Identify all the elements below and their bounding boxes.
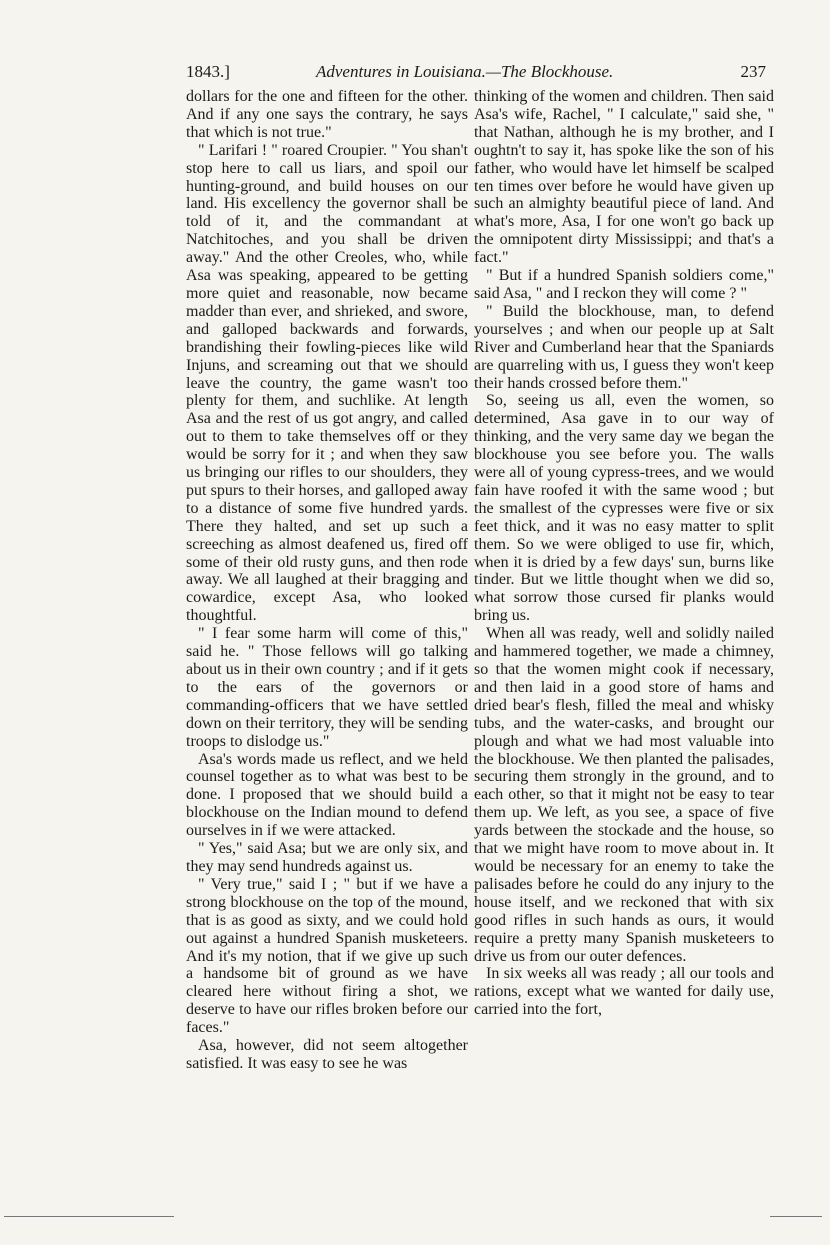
paragraph: " I fear some harm will come of this," said he. " Those fellows will go talking about us in their own country ; and if it gets to the ears of the governors or commanding-officers that we have settled down on their territory, they will be sending troops to dislodge us."	[186, 625, 468, 750]
paragraph: dollars for the one and fifteen for the other. And if any one says the contrary, he says that which is not true."	[186, 88, 468, 141]
right-column	[474, 88, 774, 1019]
paragraph: " But if a hundred Spanish soldiers come," said Asa, " and I reckon they will come ? "	[474, 267, 774, 302]
paragraph: " Yes," said Asa; but we are only six, and they may send hundreds against us.	[186, 840, 468, 875]
footer-rule-right	[770, 1216, 822, 1217]
paragraph: Asa, however, did not seem altogether satisfied. It was easy to see he was	[186, 1037, 468, 1072]
header-year: 1843.]	[186, 62, 230, 81]
paragraph: thinking of the women and children. Then said Asa's wife, Rachel, " I calculate," said she, " that Nathan, although he is my brother, and I oughtn't to say it, has spoke like the son of his father, who would have let himself be scalped ten times over before he would have given up such an almighty beautiful piece of land. And what's more, Asa, I for one won't go back up the omnipotent dirty Mississippi; and that's a fact."	[474, 88, 774, 267]
header-title: Adventures in Louisiana.—The Blockhouse.	[316, 62, 614, 81]
paragraph: " Very true," said I ; " but if we have a strong blockhouse on the top of the mound, that is as good as sixty, and we could hold out against a hundred Spanish musketeers. And it's my notion, that if we give up such a handsome bit of ground as we have cleared here without firing a shot, we deserve to have our rifles broken before our faces."	[186, 875, 468, 1037]
paragraph: " Larifari ! " roared Croupier. " You shan't stop here to call us liars, and spoil our hunting-ground, and build houses on our land. His excellency the governor shall be told of it, and the commandant at Natchitoches, and you shall be driven away." And the other Creoles, who, while Asa was speaking, appeared to be getting more quiet and reasonable, now became madder than ever, and shrieked, and swore, and galloped backwards and forwards, brandishing their fowling-pieces like wild Injuns, and screaming out that we should leave the country, the game wasn't too plenty for them, and suchlike. At length Asa and the rest of us got angry, and called out to them to take themselves off or they would be sorry for it ; and when they saw us bringing our rifles to our shoulders, they put spurs to their horses, and galloped away to a distance of some five hundred yards. There they halted, and set up such a screeching as almost deafened us, fired off some of their old rusty guns, and then rode away. We all laughed at their bragging and cowardice, except Asa, who looked thoughtful.	[186, 141, 468, 625]
paragraph: So, seeing us all, even the women, so determined, Asa gave in to our way of thinking, and the very same day we began the blockhouse you see before you. The walls were all of young cypress-trees, and we would fain have roofed it with the same wood ; but the smallest of the cypresses were five or six feet thick, and it was no easy matter to split them. So we were obliged to use fir, which, when it is dried by a few days' sun, burns like tinder. But we little thought when we did so, what sorrow those cursed fir planks would bring us.	[474, 392, 774, 625]
paragraph: When all was ready, well and solidly nailed and hammered together, we made a chimney, so that the women might cook if necessary, and then laid in a good store of hams and dried bear's flesh, filled the meal and whisky tubs, and the water-casks, and brought our plough and what we had most valuable into the blockhouse. We then planted the palisades, securing them strongly in the ground, and to each other, so that it might not be easy to tear them up. We left, as you see, a space of five yards between the stockade and the house, so that we might have room to move about in. It would be necessary for an enemy to take the palisades before he could do any injury to the house itself, and we reckoned that with six good rifles in such hands as ours, it would require a pretty many Spanish musketeers to drive us from our outer defences.	[474, 625, 774, 965]
left-column	[186, 88, 468, 1073]
paragraph: Asa's words made us reflect, and we held counsel together as to what was best to be done. I proposed that we should build a blockhouse on the Indian mound to defend ourselves in if we were attacked.	[186, 750, 468, 840]
paragraph: " Build the blockhouse, man, to defend yourselves ; and when our people up at Salt River and Cumberland hear that the Spaniards are quarreling with us, I guess they won't keep their hands crossed before them."	[474, 302, 774, 392]
running-header	[186, 62, 766, 88]
page-number: 237	[740, 62, 766, 81]
paragraph: In six weeks all was ready ; all our tools and rations, except what we wanted for daily use, carried into the fort,	[474, 965, 774, 1019]
footer-rule-left	[4, 1216, 174, 1217]
